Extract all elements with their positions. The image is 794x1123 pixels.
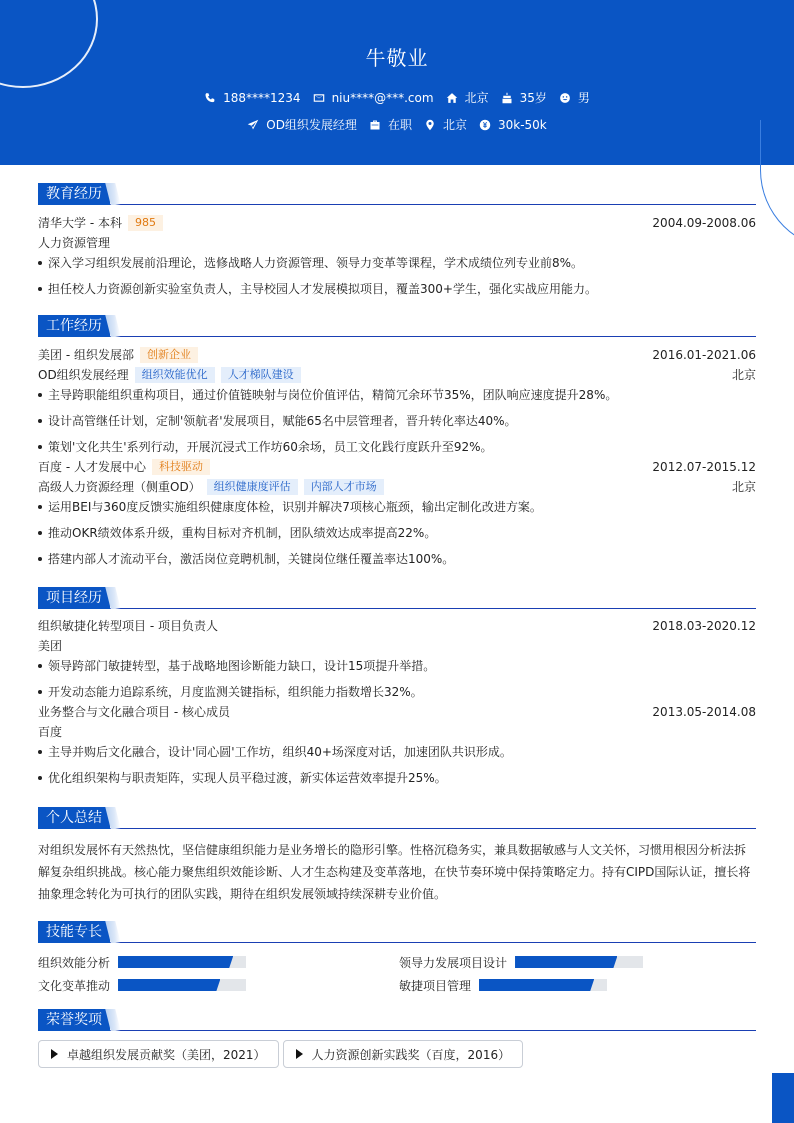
role-title: OD组织发展经理 — [38, 368, 129, 382]
play-triangle-icon — [51, 1049, 58, 1059]
location-pin-icon — [424, 119, 436, 131]
project-name: 业务整合与文化融合项目 - 核心成员 — [38, 705, 230, 719]
play-triangle-icon — [296, 1049, 303, 1059]
project-name-row — [38, 616, 756, 636]
project-date: 2018.03-2020.12 — [652, 619, 756, 633]
role-tag: 组织健康度评估 — [207, 479, 298, 495]
work-company-row — [38, 457, 756, 477]
summary-text: 对组织发展怀有天然热忱，坚信健康组织能力是业务增长的隐形引擎。性格沉稳务实，兼具数据敏感与人文关怀，习惯用根因分析法拆解复杂组织挑战。核心能力聚焦组织效能诊断、人才生态构建及变革落地，在快节奏环境中保持策略定力。持有CIPD国际认证，擅长将抽象理念转化为可执行的团队实践，期待在组织发展领域持续深耕专业价值。 — [38, 843, 751, 901]
send-icon — [247, 119, 259, 131]
awards-section — [38, 1009, 756, 1068]
section-title: 项目经历 — [38, 587, 110, 609]
work-date: 2012.07-2015.12 — [652, 460, 756, 474]
skill-bar — [515, 956, 643, 968]
work-location: 北京 — [731, 368, 756, 382]
phone-icon — [204, 92, 216, 104]
skill-bar — [118, 979, 246, 991]
skill-bar — [479, 979, 607, 991]
contact-info-row — [0, 89, 794, 106]
decorative-arc — [760, 120, 794, 250]
project-item — [38, 616, 756, 708]
skill-name: 领导力发展项目设计 — [399, 955, 508, 970]
skill-bar-fill — [479, 979, 594, 991]
summary-section — [38, 807, 756, 905]
position-info: OD组织发展经理 — [247, 116, 357, 133]
list-item: 推动OKR绩效体系升级，重构目标对齐机制，团队绩效达成率提高22%。 — [38, 523, 756, 549]
awards-list — [38, 1040, 756, 1068]
skill-name: 敏捷项目管理 — [399, 978, 472, 993]
work-location: 北京 — [731, 480, 756, 494]
school-tag: 985 — [128, 215, 163, 231]
list-item: 优化组织架构与职责矩阵，实现人员平稳过渡，新实体运营效率提升25%。 — [38, 768, 756, 794]
company-name: 百度 - 人才发展中心 — [38, 460, 146, 474]
education-major: 人力资源管理 — [38, 236, 111, 250]
home-icon — [446, 92, 458, 104]
salary-icon — [479, 119, 491, 131]
school-name: 清华大学 - 本科 — [38, 216, 122, 230]
salary-info: 30k-50k — [479, 118, 547, 132]
candidate-name: 牛敬业 — [365, 46, 429, 70]
project-date: 2013.05-2014.08 — [652, 705, 756, 719]
status-info: 在职 — [369, 116, 412, 133]
age-info: 35岁 — [501, 89, 547, 106]
projects-section — [38, 587, 756, 794]
skill-bar — [118, 956, 246, 968]
section-title: 个人总结 — [38, 807, 110, 829]
skill-item — [38, 952, 246, 972]
section-header — [38, 807, 756, 829]
award-item — [283, 1040, 524, 1068]
cake-icon — [501, 92, 513, 104]
skills-section — [38, 921, 756, 998]
gender-icon — [559, 92, 571, 104]
work-section — [38, 315, 756, 575]
work-item — [38, 457, 756, 575]
skill-name: 文化变革推动 — [38, 978, 111, 993]
work-role-row — [38, 477, 756, 497]
list-item: 搭建内部人才流动平台，激活岗位竞聘机制，关键岗位继任覆盖率达100%。 — [38, 549, 756, 575]
mail-icon — [313, 92, 325, 104]
list-item: 主导跨职能组织重构项目，通过价值链映射与岗位价值评估，精简冗余环节35%，团队响应速度提升28%。 — [38, 385, 756, 411]
work-date: 2016.01-2021.06 — [652, 348, 756, 362]
education-section — [38, 183, 756, 305]
gender-info: 男 — [559, 89, 590, 106]
project-name-row — [38, 702, 756, 722]
section-title: 工作经历 — [38, 315, 110, 337]
role-tag: 人才梯队建设 — [221, 367, 301, 383]
section-title: 荣誉奖项 — [38, 1009, 110, 1031]
section-header — [38, 183, 756, 205]
list-item: 深入学习组织发展前沿理论，选修战略人力资源管理、领导力变革等课程，学术成绩位列专业前8%。 — [38, 253, 756, 279]
section-title: 教育经历 — [38, 183, 110, 205]
city-info: 北京 — [446, 89, 489, 106]
job-info-row — [0, 116, 794, 133]
role-tag: 组织效能优化 — [135, 367, 215, 383]
list-item: 主导并购后文化融合，设计'同心圆'工作坊，组织40+场深度对话，加速团队共识形成。 — [38, 742, 756, 768]
decorative-corner-block — [772, 1073, 794, 1123]
list-item: 开发动态能力追踪系统，月度监测关键指标，组织能力指数增长32%。 — [38, 682, 756, 708]
skill-bar-fill — [118, 979, 220, 991]
work-location-info: 北京 — [424, 116, 467, 133]
education-item — [38, 213, 756, 305]
award-label: 人力资源创新实践奖（百度，2016） — [311, 1047, 511, 1062]
section-header — [38, 315, 756, 337]
skill-item — [38, 975, 246, 995]
skill-bar-fill — [118, 956, 233, 968]
skill-name: 组织效能分析 — [38, 955, 111, 970]
skill-bar-fill — [515, 956, 617, 968]
section-title: 技能专长 — [38, 921, 110, 943]
skill-item — [399, 952, 643, 972]
skill-item — [399, 975, 607, 995]
phone-info: 188****1234 — [204, 91, 300, 105]
list-item: 运用BEI与360度反馈实施组织健康度体检，识别并解决7项核心瓶颈，输出定制化改进方案。 — [38, 497, 756, 523]
list-item: 领导跨部门敏捷转型，基于战略地图诊断能力缺口，设计15项提升举措。 — [38, 656, 756, 682]
work-item — [38, 345, 756, 463]
company-tag: 创新企业 — [140, 347, 198, 363]
list-item: 担任校人力资源创新实验室负责人，主导校园人才发展模拟项目，覆盖300+学生，强化实战应用能力。 — [38, 279, 756, 305]
company-name: 美团 - 组织发展部 — [38, 348, 134, 362]
project-org: 百度 — [38, 725, 63, 739]
project-name: 组织敏捷化转型项目 - 项目负责人 — [38, 619, 218, 633]
work-company-row — [38, 345, 756, 365]
project-org: 美团 — [38, 639, 63, 653]
work-role-row — [38, 365, 756, 385]
role-title: 高级人力资源经理（侧重OD） — [38, 480, 201, 494]
section-header — [38, 1009, 756, 1031]
section-header — [38, 921, 756, 943]
project-item — [38, 702, 756, 794]
education-date: 2004.09-2008.06 — [652, 216, 756, 230]
skills-list — [38, 950, 756, 998]
company-tag: 科技驱动 — [152, 459, 210, 475]
resume-header — [0, 0, 794, 165]
email-info: niu****@***.com — [313, 91, 434, 105]
role-tag: 内部人才市场 — [304, 479, 384, 495]
award-label: 卓越组织发展贡献奖（美团，2021） — [67, 1047, 266, 1062]
list-item: 策划'文化共生'系列行动，开展沉浸式工作坊60余场，员工文化践行度跃升至92%。 — [38, 437, 756, 463]
education-school-row — [38, 213, 756, 233]
section-header — [38, 587, 756, 609]
award-item — [38, 1040, 279, 1068]
briefcase-icon — [369, 119, 381, 131]
list-item: 设计高管继任计划，定制'领航者'发展项目，赋能65名中层管理者，晋升转化率达40%。 — [38, 411, 756, 437]
